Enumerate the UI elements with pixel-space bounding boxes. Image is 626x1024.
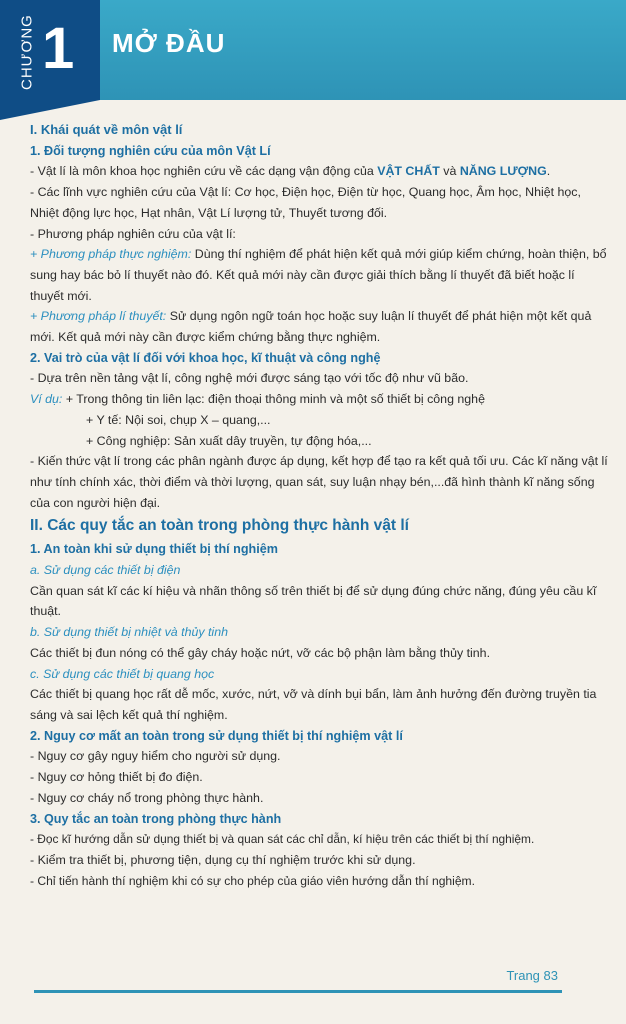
page-number: Trang 83 [506,968,558,983]
paragraph-theoretical-method [30,306,610,347]
chapter-title: MỞ ĐẦU [112,28,226,58]
section-2-1-a-text: Cần quan sát kĩ các kí hiệu và nhãn thông số trên thiết bị để sử dụng đúng chức năng, đúng yêu cầu kĩ thuật. [30,583,597,619]
paragraph-experimental-method [30,244,610,306]
paragraph-fields: - Các lĩnh vực nghiên cứu của Vật lí: Cơ học, Điện học, Điện từ học, Quang học, Âm học, Nhiệt học, Nhiệt động lực học, Hạt nhân, Vật Lí lượng tử, Thuyết tương đối. [30,185,581,220]
list-item: - Đọc kĩ hướng dẫn sử dụng thiết bị và quan sát các chỉ dẫn, kí hiệu trên các thiết bị thí nghiệm. [30,832,535,847]
chapter-number: 1 [42,16,75,81]
section-2-1-title: 1. An toàn khi sử dụng thiết bị thí nghiệm [30,542,278,557]
paragraph-knowledge: - Kiến thức vật lí trong các phân ngành được áp dụng, kết hợp để tạo ra kết quả tối ưu. Các kĩ năng vật lí như tính chính xác, thời điểm và thời lượng, quan sát, suy luận nhạy bén,...đã hình thành kĩ năng sống của con người hiện đại. [30,454,608,510]
experimental-method-label: + Phương pháp thực nghiệm: [30,247,192,262]
footer-divider [34,990,562,993]
example-label: Ví dụ: [30,392,63,407]
chapter-label: CHƯƠNG [18,14,36,90]
list-item: - Nguy cơ hỏng thiết bị đo điện. [30,770,203,785]
section-2-1-a-title: a. Sử dụng các thiết bị điện [30,563,181,578]
chapter-header [0,0,626,120]
section-1-1-title: 1. Đối tượng nghiên cứu của môn Vật Lí [30,143,271,158]
example-2: + Y tế: Nội soi, chụp X – quang,... [86,412,271,427]
experimental-method-text: Dùng thí nghiệm để phát hiện kết quả mới giúp kiểm chứng, hoàn thiện, bổ sung hay bác bỏ lí thuyết nào đó. Kết quả mới này cần được giải thích bằng lí thuyết đã biết hoặc lí thuyết mới. [30,247,607,303]
definition-and: và [439,164,460,179]
section-2-1-b-title: b. Sử dụng thiết bị nhiệt và thủy tinh [30,625,228,640]
example-3: + Công nghiệp: Sản xuất dây truyền, tự động hóa,... [86,433,372,448]
section-2-3-title: 3. Quy tắc an toàn trong phòng thực hành [30,811,282,826]
keyword-matter: VẬT CHẤT [377,164,440,179]
list-item: - Kiểm tra thiết bị, phương tiện, dụng cụ thí nghiệm trước khi sử dụng. [30,852,416,867]
list-item: - Nguy cơ cháy nổ trong phòng thực hành. [30,790,264,805]
example-1 [30,389,610,410]
section-2-title: II. Các quy tắc an toàn trong phòng thực hành vật lí [30,517,409,535]
list-item: - Chỉ tiến hành thí nghiệm khi có sự cho phép của giáo viên hướng dẫn thí nghiệm. [30,873,475,888]
list-item: - Nguy cơ gây nguy hiểm cho người sử dụng. [30,749,281,764]
theoretical-method-label: + Phương pháp lí thuyết: [30,309,167,324]
page-content [30,120,610,891]
section-2-2-title: 2. Nguy cơ mất an toàn trong sử dụng thiết bị thí nghiệm vật lí [30,728,403,743]
section-2-1-c-title: c. Sử dụng các thiết bị quang học [30,666,215,681]
paragraph-methods: - Phương pháp nghiên cứu của vật lí: [30,226,236,241]
section-1-2-title: 2. Vai trò của vật lí đối với khoa học, kĩ thuật và công nghệ [30,350,381,365]
section-2-1-c-text: Các thiết bị quang học rất dễ mốc, xước, nứt, vỡ và dính bụi bẩn, làm ảnh hưởng đến đường truyền tia sáng và sai lệch kết quả thí nghiệm. [30,687,597,722]
section-1-title: I. Khái quát về môn vật lí [30,122,183,137]
section-2-1-b-text: Các thiết bị đun nóng có thể gây cháy hoặc nứt, vỡ các bộ phận làm bằng thủy tinh. [30,645,491,660]
paragraph-definition [30,161,610,182]
definition-end: . [546,164,551,179]
theoretical-method-text: Sử dụng ngôn ngữ toán học hoặc suy luận lí thuyết để phát hiện một kết quả mới. Kết quả mới này cần được kiểm chứng bằng thực nghiệm. [30,309,592,345]
example-1-text: + Trong thông tin liên lạc: điện thoại thông minh và một số thiết bị công nghệ [62,392,485,407]
paragraph-technology: - Dựa trên nền tảng vật lí, công nghệ mới được sáng tạo với tốc độ như vũ bão. [30,371,469,386]
keyword-energy: NĂNG LƯỢNG [459,164,547,179]
definition-text: - Vật lí là môn khoa học nghiên cứu về các dạng vận động của [30,164,378,179]
